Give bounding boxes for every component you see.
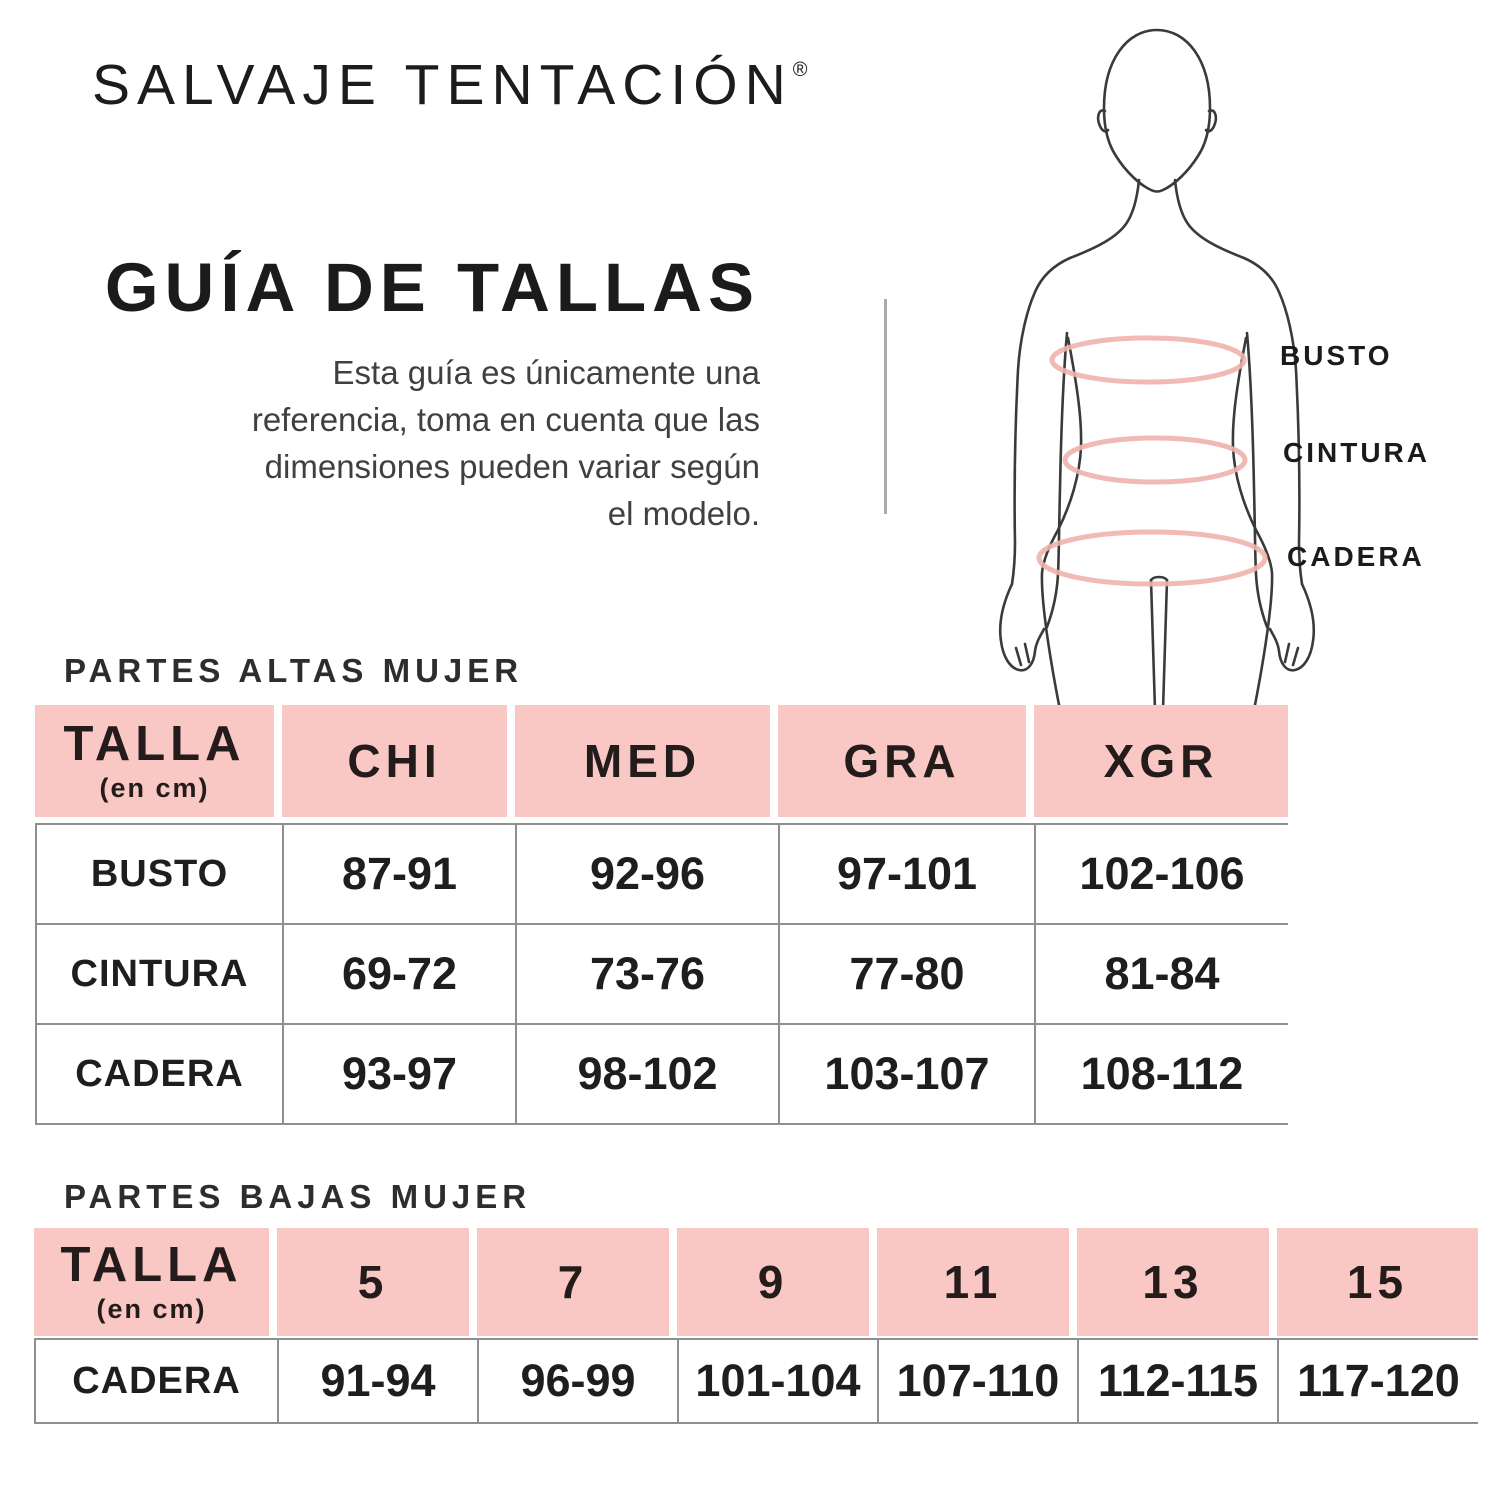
registered-trademark-icon: ® — [792, 59, 808, 81]
lower-header-size-cell — [1277, 1228, 1478, 1336]
cell-value: 101-104 — [695, 1355, 861, 1406]
cell-value: 117-120 — [1297, 1355, 1460, 1406]
cell-value: 102-106 — [1079, 848, 1245, 899]
size-label: XGR — [1103, 735, 1219, 787]
lower-header-size-cell — [1077, 1228, 1277, 1336]
cell-value: 112-115 — [1097, 1355, 1259, 1406]
table-row-label-cell — [35, 823, 282, 923]
table-value-cell — [1034, 923, 1288, 1023]
table-row-label-cell — [34, 1338, 277, 1422]
lower-header-size-cell — [677, 1228, 877, 1336]
intro-description-line: Esta guía es únicamente una — [332, 354, 760, 391]
table-value-cell — [282, 823, 515, 923]
size-label: GRA — [843, 735, 961, 787]
intro-description-line: referencia, toma en cuenta que las — [251, 401, 760, 438]
upper-header-size-cell — [1034, 705, 1288, 817]
size-label: 15 — [1346, 1256, 1409, 1308]
table-value-cell — [277, 1338, 477, 1422]
waist-band — [1065, 438, 1245, 482]
row-label: CADERA — [75, 1052, 244, 1095]
cell-value: 107-110 — [896, 1355, 1060, 1406]
waist-label: CINTURA — [1283, 437, 1430, 468]
table-value-cell — [877, 1338, 1077, 1422]
table-value-cell — [1034, 823, 1288, 923]
lower-sizes-table — [34, 1228, 1478, 1424]
intro-block — [60, 248, 760, 537]
table-row-label-cell — [35, 923, 282, 1023]
talla-unit-label: (en cm) — [99, 772, 210, 803]
bust-band — [1052, 338, 1244, 382]
table-row-label-cell — [35, 1023, 282, 1123]
row-label: CINTURA — [70, 952, 249, 995]
bust-label: BUSTO — [1280, 340, 1393, 371]
lower-table-header-row — [34, 1228, 1478, 1336]
intro-description-line: dimensiones pueden variar según — [264, 448, 760, 485]
vertical-divider — [884, 299, 887, 514]
size-label: 5 — [357, 1256, 389, 1308]
upper-header-size-cell — [515, 705, 778, 817]
lower-table-body — [34, 1338, 1478, 1424]
upper-table-body — [35, 823, 1288, 1125]
intro-description — [60, 349, 760, 537]
talla-label: TALLA — [60, 1237, 243, 1292]
size-label: MED — [583, 735, 702, 787]
cell-value: 81-84 — [1104, 948, 1220, 999]
upper-sizes-table — [35, 705, 1288, 1125]
table-value-cell — [778, 923, 1034, 1023]
cell-value: 91-94 — [320, 1355, 436, 1406]
section-title-lower: PARTES BAJAS MUJER — [64, 1178, 532, 1215]
cell-value: 93-97 — [341, 1048, 458, 1099]
upper-header-talla-cell — [35, 705, 282, 817]
cell-value: 98-102 — [577, 1048, 718, 1099]
row-label: CADERA — [72, 1359, 241, 1402]
table-value-cell — [1077, 1338, 1277, 1422]
table-value-cell — [477, 1338, 677, 1422]
cell-value: 73-76 — [589, 948, 706, 999]
size-label: 7 — [557, 1256, 589, 1308]
table-value-cell — [282, 1023, 515, 1123]
cell-value: 97-101 — [836, 848, 978, 899]
cell-value: 108-112 — [1080, 1048, 1244, 1099]
section-title-upper: PARTES ALTAS MUJER — [64, 652, 524, 689]
page-title: GUÍA DE TALLAS — [104, 249, 760, 326]
table-value-cell — [1277, 1338, 1478, 1422]
table-value-cell — [515, 1023, 778, 1123]
cell-value: 69-72 — [341, 948, 458, 999]
brand-logo — [92, 52, 808, 118]
brand-name: SALVAJE TENTACIÓN — [92, 53, 793, 117]
size-label: 11 — [943, 1256, 1003, 1308]
table-value-cell — [515, 923, 778, 1023]
lower-header-size-cell — [277, 1228, 477, 1336]
table-value-cell — [778, 823, 1034, 923]
lower-header-size-cell — [877, 1228, 1077, 1336]
upper-header-size-cell — [778, 705, 1034, 817]
hip-label: CADERA — [1287, 541, 1425, 572]
cell-value: 92-96 — [589, 848, 706, 899]
size-label: CHI — [347, 735, 442, 787]
hip-band — [1039, 532, 1265, 584]
upper-header-size-cell — [282, 705, 515, 817]
cell-value: 87-91 — [341, 848, 458, 899]
table-value-cell — [778, 1023, 1034, 1123]
table-value-cell — [677, 1338, 877, 1422]
row-label: BUSTO — [90, 852, 229, 895]
cell-value: 96-99 — [520, 1355, 636, 1406]
talla-unit-label: (en cm) — [96, 1293, 207, 1324]
size-label: 13 — [1142, 1256, 1204, 1308]
cell-value: 103-107 — [824, 1048, 990, 1099]
table-value-cell — [282, 923, 515, 1023]
talla-label: TALLA — [63, 716, 246, 771]
size-label: 9 — [757, 1256, 789, 1308]
table-value-cell — [515, 823, 778, 923]
lower-header-talla-cell — [34, 1228, 277, 1336]
lower-header-size-cell — [477, 1228, 677, 1336]
cell-value: 77-80 — [849, 948, 965, 999]
upper-table-header-row — [35, 705, 1288, 817]
intro-description-line: el modelo. — [607, 495, 760, 532]
table-value-cell — [1034, 1023, 1288, 1123]
